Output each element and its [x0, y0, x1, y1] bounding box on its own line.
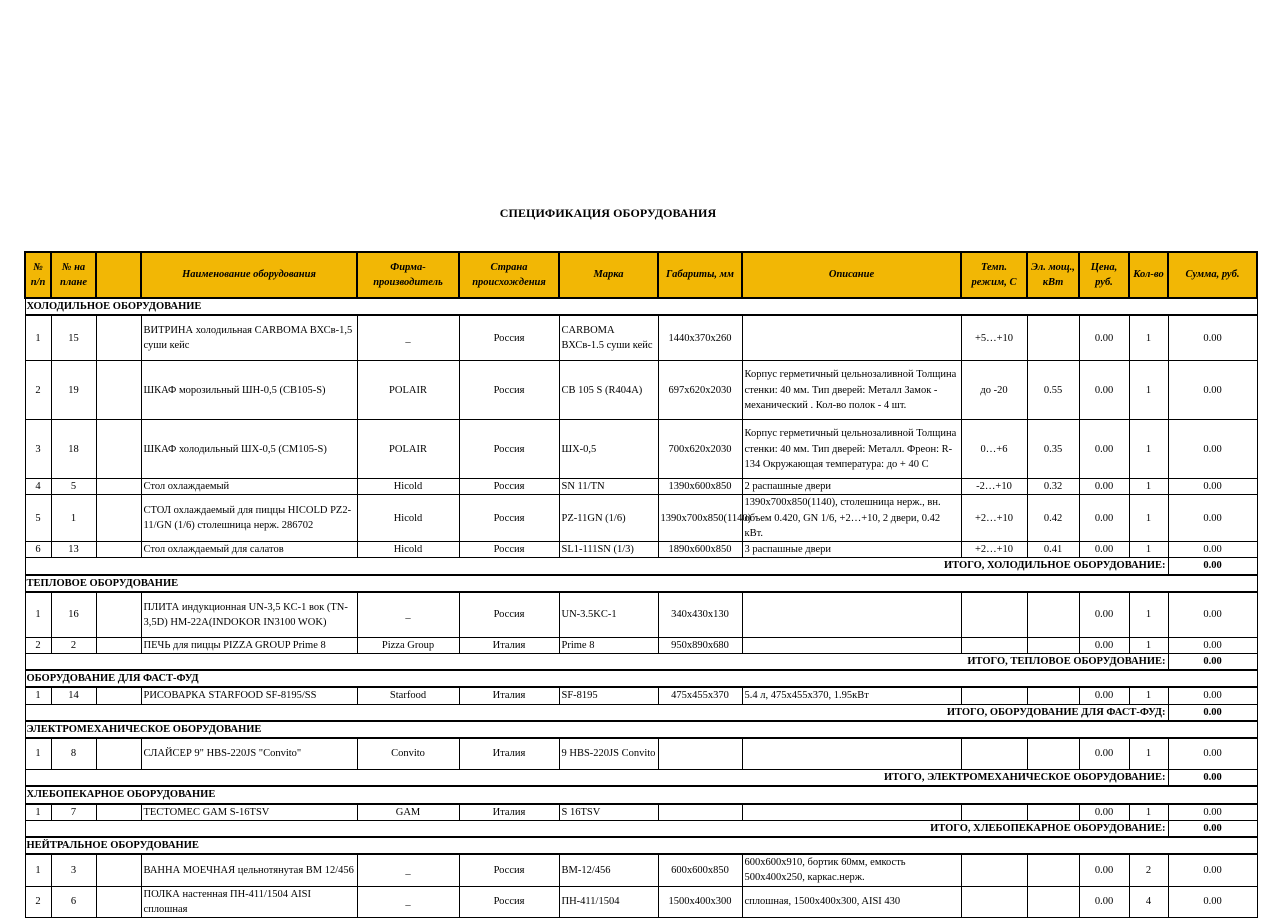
- country: Италия: [459, 637, 559, 653]
- equipment-spec-table: [24, 251, 1258, 918]
- header-row: [25, 252, 1257, 298]
- power-kw: [1027, 854, 1079, 886]
- blank-cell: [96, 361, 141, 420]
- table-row: [25, 361, 1257, 420]
- section-total-row: [25, 820, 1257, 837]
- section-total-value: 0.00: [1168, 704, 1257, 721]
- power-kw: 0.42: [1027, 495, 1079, 542]
- temperature-mode: +5…+10: [961, 315, 1027, 361]
- plan-number: 2: [51, 637, 96, 653]
- power-kw: 0.32: [1027, 479, 1079, 495]
- plan-number: 8: [51, 738, 96, 770]
- model: S 16TSV: [559, 804, 658, 821]
- quantity: 1: [1129, 804, 1168, 821]
- section-total-label: ИТОГО, ОБОРУДОВАНИЕ ДЛЯ ФАСТ-ФУД:: [25, 704, 1168, 721]
- header-temp: Темп. режим, С: [961, 252, 1027, 298]
- power-kw: [1027, 592, 1079, 638]
- row-number: 1: [25, 738, 51, 770]
- dimensions: 475x455x370: [658, 687, 742, 704]
- sum: 0.00: [1168, 592, 1257, 638]
- quantity: 1: [1129, 495, 1168, 542]
- equipment-name: Стол охлаждаемый: [141, 479, 357, 495]
- price: 0.00: [1079, 315, 1129, 361]
- model: SL1-111SN (1/3): [559, 542, 658, 558]
- country: Россия: [459, 315, 559, 361]
- temperature-mode: [961, 738, 1027, 770]
- country: Россия: [459, 495, 559, 542]
- section-total-label: ИТОГО, ЭЛЕКТРОМЕХАНИЧЕСКОЕ ОБОРУДОВАНИЕ:: [25, 770, 1168, 787]
- blank-cell: [96, 854, 141, 886]
- country: Россия: [459, 886, 559, 917]
- sum: 0.00: [1168, 886, 1257, 917]
- equipment-name: ПЕЧЬ для пиццы PIZZA GROUP Prime 8: [141, 637, 357, 653]
- temperature-mode: +2…+10: [961, 542, 1027, 558]
- row-number: 6: [25, 542, 51, 558]
- dimensions: 1390x700x850(1140): [658, 495, 742, 542]
- quantity: 1: [1129, 542, 1168, 558]
- row-number: 1: [25, 592, 51, 638]
- row-number: 2: [25, 886, 51, 917]
- plan-number: 7: [51, 804, 96, 821]
- sum: 0.00: [1168, 854, 1257, 886]
- plan-number: 13: [51, 542, 96, 558]
- manufacturer: POLAIR: [357, 420, 459, 479]
- model: SN 11/TN: [559, 479, 658, 495]
- dimensions: 600x600x850: [658, 854, 742, 886]
- description: [742, 592, 961, 638]
- equipment-name: ПЛИТА индукционная UN-3,5 KC-1 вок (TN-3,5D) HM-22A(INDOKOR IN3100 WOK): [141, 592, 357, 638]
- row-number: 2: [25, 637, 51, 653]
- model: CB 105 S (R404A): [559, 361, 658, 420]
- manufacturer: Hicold: [357, 495, 459, 542]
- equipment-name: ПОЛКА настенная ПН-411/1504 AISI сплошная: [141, 886, 357, 917]
- power-kw: 0.41: [1027, 542, 1079, 558]
- table-row: [25, 637, 1257, 653]
- equipment-name: СЛАЙСЕР 9" HBS-220JS "Convito": [141, 738, 357, 770]
- temperature-mode: +2…+10: [961, 495, 1027, 542]
- description: 1390x700x850(1140), столешница нерж., вн. объем 0.420, GN 1/6, +2…+10, 2 двери, 0.42 кВт.: [742, 495, 961, 542]
- description: 5.4 л, 475x455x370, 1.95кВт: [742, 687, 961, 704]
- description: [742, 804, 961, 821]
- equipment-name: ШКАФ морозильный ШН-0,5 (CB105-S): [141, 361, 357, 420]
- table-row: [25, 687, 1257, 704]
- model: UN-3.5KC-1: [559, 592, 658, 638]
- section-title: НЕЙТРАЛЬНОЕ ОБОРУДОВАНИЕ: [25, 837, 1257, 854]
- quantity: 4: [1129, 886, 1168, 917]
- manufacturer: GAM: [357, 804, 459, 821]
- temperature-mode: [961, 637, 1027, 653]
- manufacturer: POLAIR: [357, 361, 459, 420]
- header-sum: Сумма, руб.: [1168, 252, 1257, 298]
- blank-cell: [96, 542, 141, 558]
- sum: 0.00: [1168, 542, 1257, 558]
- sum: 0.00: [1168, 420, 1257, 479]
- section-header: [25, 298, 1257, 315]
- header-dims: Габариты, мм: [658, 252, 742, 298]
- plan-number: 15: [51, 315, 96, 361]
- price: 0.00: [1079, 495, 1129, 542]
- plan-number: 5: [51, 479, 96, 495]
- header-blank: [96, 252, 141, 298]
- model: CARBOMA ВХСв-1.5 суши кейс: [559, 315, 658, 361]
- description: 600x600x910, бортик 60мм, емкость 500x400x250, каркас.нерж.: [742, 854, 961, 886]
- description: сплошная, 1500x400x300, AISI 430: [742, 886, 961, 917]
- section-title: ХОЛОДИЛЬНОЕ ОБОРУДОВАНИЕ: [25, 298, 1257, 315]
- sum: 0.00: [1168, 315, 1257, 361]
- section-total-label: ИТОГО, ХЛЕБОПЕКАРНОЕ ОБОРУДОВАНИЕ:: [25, 820, 1168, 837]
- quantity: 1: [1129, 420, 1168, 479]
- header-n: № п/п: [25, 252, 51, 298]
- table-header: [25, 252, 1257, 298]
- row-number: 4: [25, 479, 51, 495]
- quantity: 1: [1129, 637, 1168, 653]
- country: Россия: [459, 479, 559, 495]
- description: Корпус герметичный цельнозаливной Толщина стенки: 40 мм. Тип дверей: Металл. Фреон: R-134 Окружающая температура: до + 40 С: [742, 420, 961, 479]
- description: 3 распашные двери: [742, 542, 961, 558]
- country: Россия: [459, 592, 559, 638]
- dimensions: 1890x600x850: [658, 542, 742, 558]
- price: 0.00: [1079, 687, 1129, 704]
- manufacturer: Convito: [357, 738, 459, 770]
- quantity: 1: [1129, 592, 1168, 638]
- row-number: 1: [25, 687, 51, 704]
- row-number: 1: [25, 804, 51, 821]
- price: 0.00: [1079, 804, 1129, 821]
- temperature-mode: -2…+10: [961, 479, 1027, 495]
- row-number: 3: [25, 420, 51, 479]
- header-maker: Фирма-производитель: [357, 252, 459, 298]
- section-total-value: 0.00: [1168, 653, 1257, 670]
- section-total-value: 0.00: [1168, 770, 1257, 787]
- table-row: [25, 479, 1257, 495]
- plan-number: 6: [51, 886, 96, 917]
- blank-cell: [96, 315, 141, 361]
- sum: 0.00: [1168, 687, 1257, 704]
- table-row: [25, 542, 1257, 558]
- section-title: ХЛЕБОПЕКАРНОЕ ОБОРУДОВАНИЕ: [25, 786, 1257, 803]
- blank-cell: [96, 687, 141, 704]
- header-country: Страна происхождения: [459, 252, 559, 298]
- section-total-value: 0.00: [1168, 820, 1257, 837]
- description: 2 распашные двери: [742, 479, 961, 495]
- header-qty: Кол-во: [1129, 252, 1168, 298]
- quantity: 1: [1129, 479, 1168, 495]
- country: Италия: [459, 687, 559, 704]
- header-power: Эл. мощ., кВт: [1027, 252, 1079, 298]
- manufacturer: _: [357, 592, 459, 638]
- sum: 0.00: [1168, 738, 1257, 770]
- section-total-row: [25, 704, 1257, 721]
- country: Россия: [459, 542, 559, 558]
- section-total-value: 0.00: [1168, 558, 1257, 575]
- quantity: 1: [1129, 361, 1168, 420]
- description: [742, 315, 961, 361]
- temperature-mode: 0…+6: [961, 420, 1027, 479]
- price: 0.00: [1079, 637, 1129, 653]
- power-kw: [1027, 886, 1079, 917]
- section-title: ЭЛЕКТРОМЕХАНИЧЕСКОЕ ОБОРУДОВАНИЕ: [25, 721, 1257, 738]
- blank-cell: [96, 804, 141, 821]
- power-kw: [1027, 687, 1079, 704]
- section-title: ТЕПЛОВОЕ ОБОРУДОВАНИЕ: [25, 575, 1257, 592]
- header-model: Марка: [559, 252, 658, 298]
- sum: 0.00: [1168, 804, 1257, 821]
- quantity: 1: [1129, 687, 1168, 704]
- price: 0.00: [1079, 886, 1129, 917]
- equipment-name: ВАННА МОЕЧНАЯ цельнотянутая ВМ 12/456: [141, 854, 357, 886]
- power-kw: [1027, 637, 1079, 653]
- price: 0.00: [1079, 479, 1129, 495]
- plan-number: 18: [51, 420, 96, 479]
- temperature-mode: [961, 886, 1027, 917]
- dimensions: 700x620x2030: [658, 420, 742, 479]
- temperature-mode: [961, 804, 1027, 821]
- price: 0.00: [1079, 542, 1129, 558]
- temperature-mode: [961, 854, 1027, 886]
- row-number: 1: [25, 854, 51, 886]
- model: 9 HBS-220JS Convito: [559, 738, 658, 770]
- section-header: [25, 837, 1257, 854]
- equipment-name: РИСОВАРКА STARFOOD SF-8195/SS: [141, 687, 357, 704]
- section-total-label: ИТОГО, ХОЛОДИЛЬНОЕ ОБОРУДОВАНИЕ:: [25, 558, 1168, 575]
- dimensions: [658, 738, 742, 770]
- dimensions: 1390x600x850: [658, 479, 742, 495]
- header-price: Цена, руб.: [1079, 252, 1129, 298]
- manufacturer: _: [357, 886, 459, 917]
- section-total-row: [25, 770, 1257, 787]
- header-desc: Описание: [742, 252, 961, 298]
- manufacturer: Hicold: [357, 479, 459, 495]
- blank-cell: [96, 495, 141, 542]
- plan-number: 19: [51, 361, 96, 420]
- blank-cell: [96, 886, 141, 917]
- country: Россия: [459, 420, 559, 479]
- model: ВМ-12/456: [559, 854, 658, 886]
- section-total-label: ИТОГО, ТЕПЛОВОЕ ОБОРУДОВАНИЕ:: [25, 653, 1168, 670]
- blank-cell: [96, 479, 141, 495]
- table-row: [25, 738, 1257, 770]
- quantity: 2: [1129, 854, 1168, 886]
- section-title: ОБОРУДОВАНИЕ ДЛЯ ФАСТ-ФУД: [25, 670, 1257, 687]
- sum: 0.00: [1168, 479, 1257, 495]
- country: Россия: [459, 361, 559, 420]
- quantity: 1: [1129, 738, 1168, 770]
- plan-number: 1: [51, 495, 96, 542]
- equipment-name: СТОЛ охлаждаемый для пиццы HICOLD PZ2-11/GN (1/6) столешница нерж. 286702: [141, 495, 357, 542]
- temperature-mode: [961, 687, 1027, 704]
- power-kw: [1027, 315, 1079, 361]
- power-kw: [1027, 738, 1079, 770]
- country: Италия: [459, 804, 559, 821]
- manufacturer: _: [357, 854, 459, 886]
- row-number: 2: [25, 361, 51, 420]
- section-header: [25, 670, 1257, 687]
- sum: 0.00: [1168, 637, 1257, 653]
- section-total-row: [25, 558, 1257, 575]
- section-header: [25, 721, 1257, 738]
- description: Корпус герметичный цельнозаливной Толщина стенки: 40 мм. Тип дверей: Металл Замок - механический . Кол-во полок - 4 шт.: [742, 361, 961, 420]
- section-header: [25, 575, 1257, 592]
- price: 0.00: [1079, 854, 1129, 886]
- table-row: [25, 420, 1257, 479]
- manufacturer: _: [357, 315, 459, 361]
- manufacturer: Hicold: [357, 542, 459, 558]
- temperature-mode: до -20: [961, 361, 1027, 420]
- price: 0.00: [1079, 420, 1129, 479]
- dimensions: 1500x400x300: [658, 886, 742, 917]
- equipment-name: Стол охлаждаемый для салатов: [141, 542, 357, 558]
- description: [742, 637, 961, 653]
- model: Prime 8: [559, 637, 658, 653]
- sum: 0.00: [1168, 495, 1257, 542]
- blank-cell: [96, 738, 141, 770]
- manufacturer: Pizza Group: [357, 637, 459, 653]
- description: [742, 738, 961, 770]
- price: 0.00: [1079, 592, 1129, 638]
- row-number: 5: [25, 495, 51, 542]
- dimensions: 697x620x2030: [658, 361, 742, 420]
- table-row: [25, 315, 1257, 361]
- model: PZ-11GN (1/6): [559, 495, 658, 542]
- blank-cell: [96, 637, 141, 653]
- country: Италия: [459, 738, 559, 770]
- plan-number: 14: [51, 687, 96, 704]
- table-row: [25, 854, 1257, 886]
- power-kw: [1027, 804, 1079, 821]
- model: ПН-411/1504: [559, 886, 658, 917]
- price: 0.00: [1079, 738, 1129, 770]
- table-body: [25, 298, 1257, 918]
- power-kw: 0.35: [1027, 420, 1079, 479]
- blank-cell: [96, 592, 141, 638]
- country: Россия: [459, 854, 559, 886]
- dimensions: 1440x370x260: [658, 315, 742, 361]
- table-row: [25, 804, 1257, 821]
- row-number: 1: [25, 315, 51, 361]
- section-total-row: [25, 653, 1257, 670]
- model: SF-8195: [559, 687, 658, 704]
- header-plan-no: № на плане: [51, 252, 96, 298]
- table-row: [25, 495, 1257, 542]
- temperature-mode: [961, 592, 1027, 638]
- dimensions: [658, 804, 742, 821]
- manufacturer: Starfood: [357, 687, 459, 704]
- header-name: Наименование оборудования: [141, 252, 357, 298]
- power-kw: 0.55: [1027, 361, 1079, 420]
- model: ШХ-0,5: [559, 420, 658, 479]
- dimensions: 340x430x130: [658, 592, 742, 638]
- plan-number: 16: [51, 592, 96, 638]
- plan-number: 3: [51, 854, 96, 886]
- document-title: СПЕЦИФИКАЦИЯ ОБОРУДОВАНИЯ: [499, 206, 717, 220]
- equipment-name: ВИТРИНА холодильная CARBOMA ВХСв-1,5 суши кейс: [141, 315, 357, 361]
- equipment-name: ШКАФ холодильный ШХ-0,5 (CM105-S): [141, 420, 357, 479]
- section-header: [25, 786, 1257, 803]
- sum: 0.00: [1168, 361, 1257, 420]
- quantity: 1: [1129, 315, 1168, 361]
- table-row: [25, 592, 1257, 638]
- price: 0.00: [1079, 361, 1129, 420]
- dimensions: 950x890x680: [658, 637, 742, 653]
- blank-cell: [96, 420, 141, 479]
- equipment-name: ТЕСТОМЕС GAM S-16TSV: [141, 804, 357, 821]
- table-row: [25, 886, 1257, 917]
